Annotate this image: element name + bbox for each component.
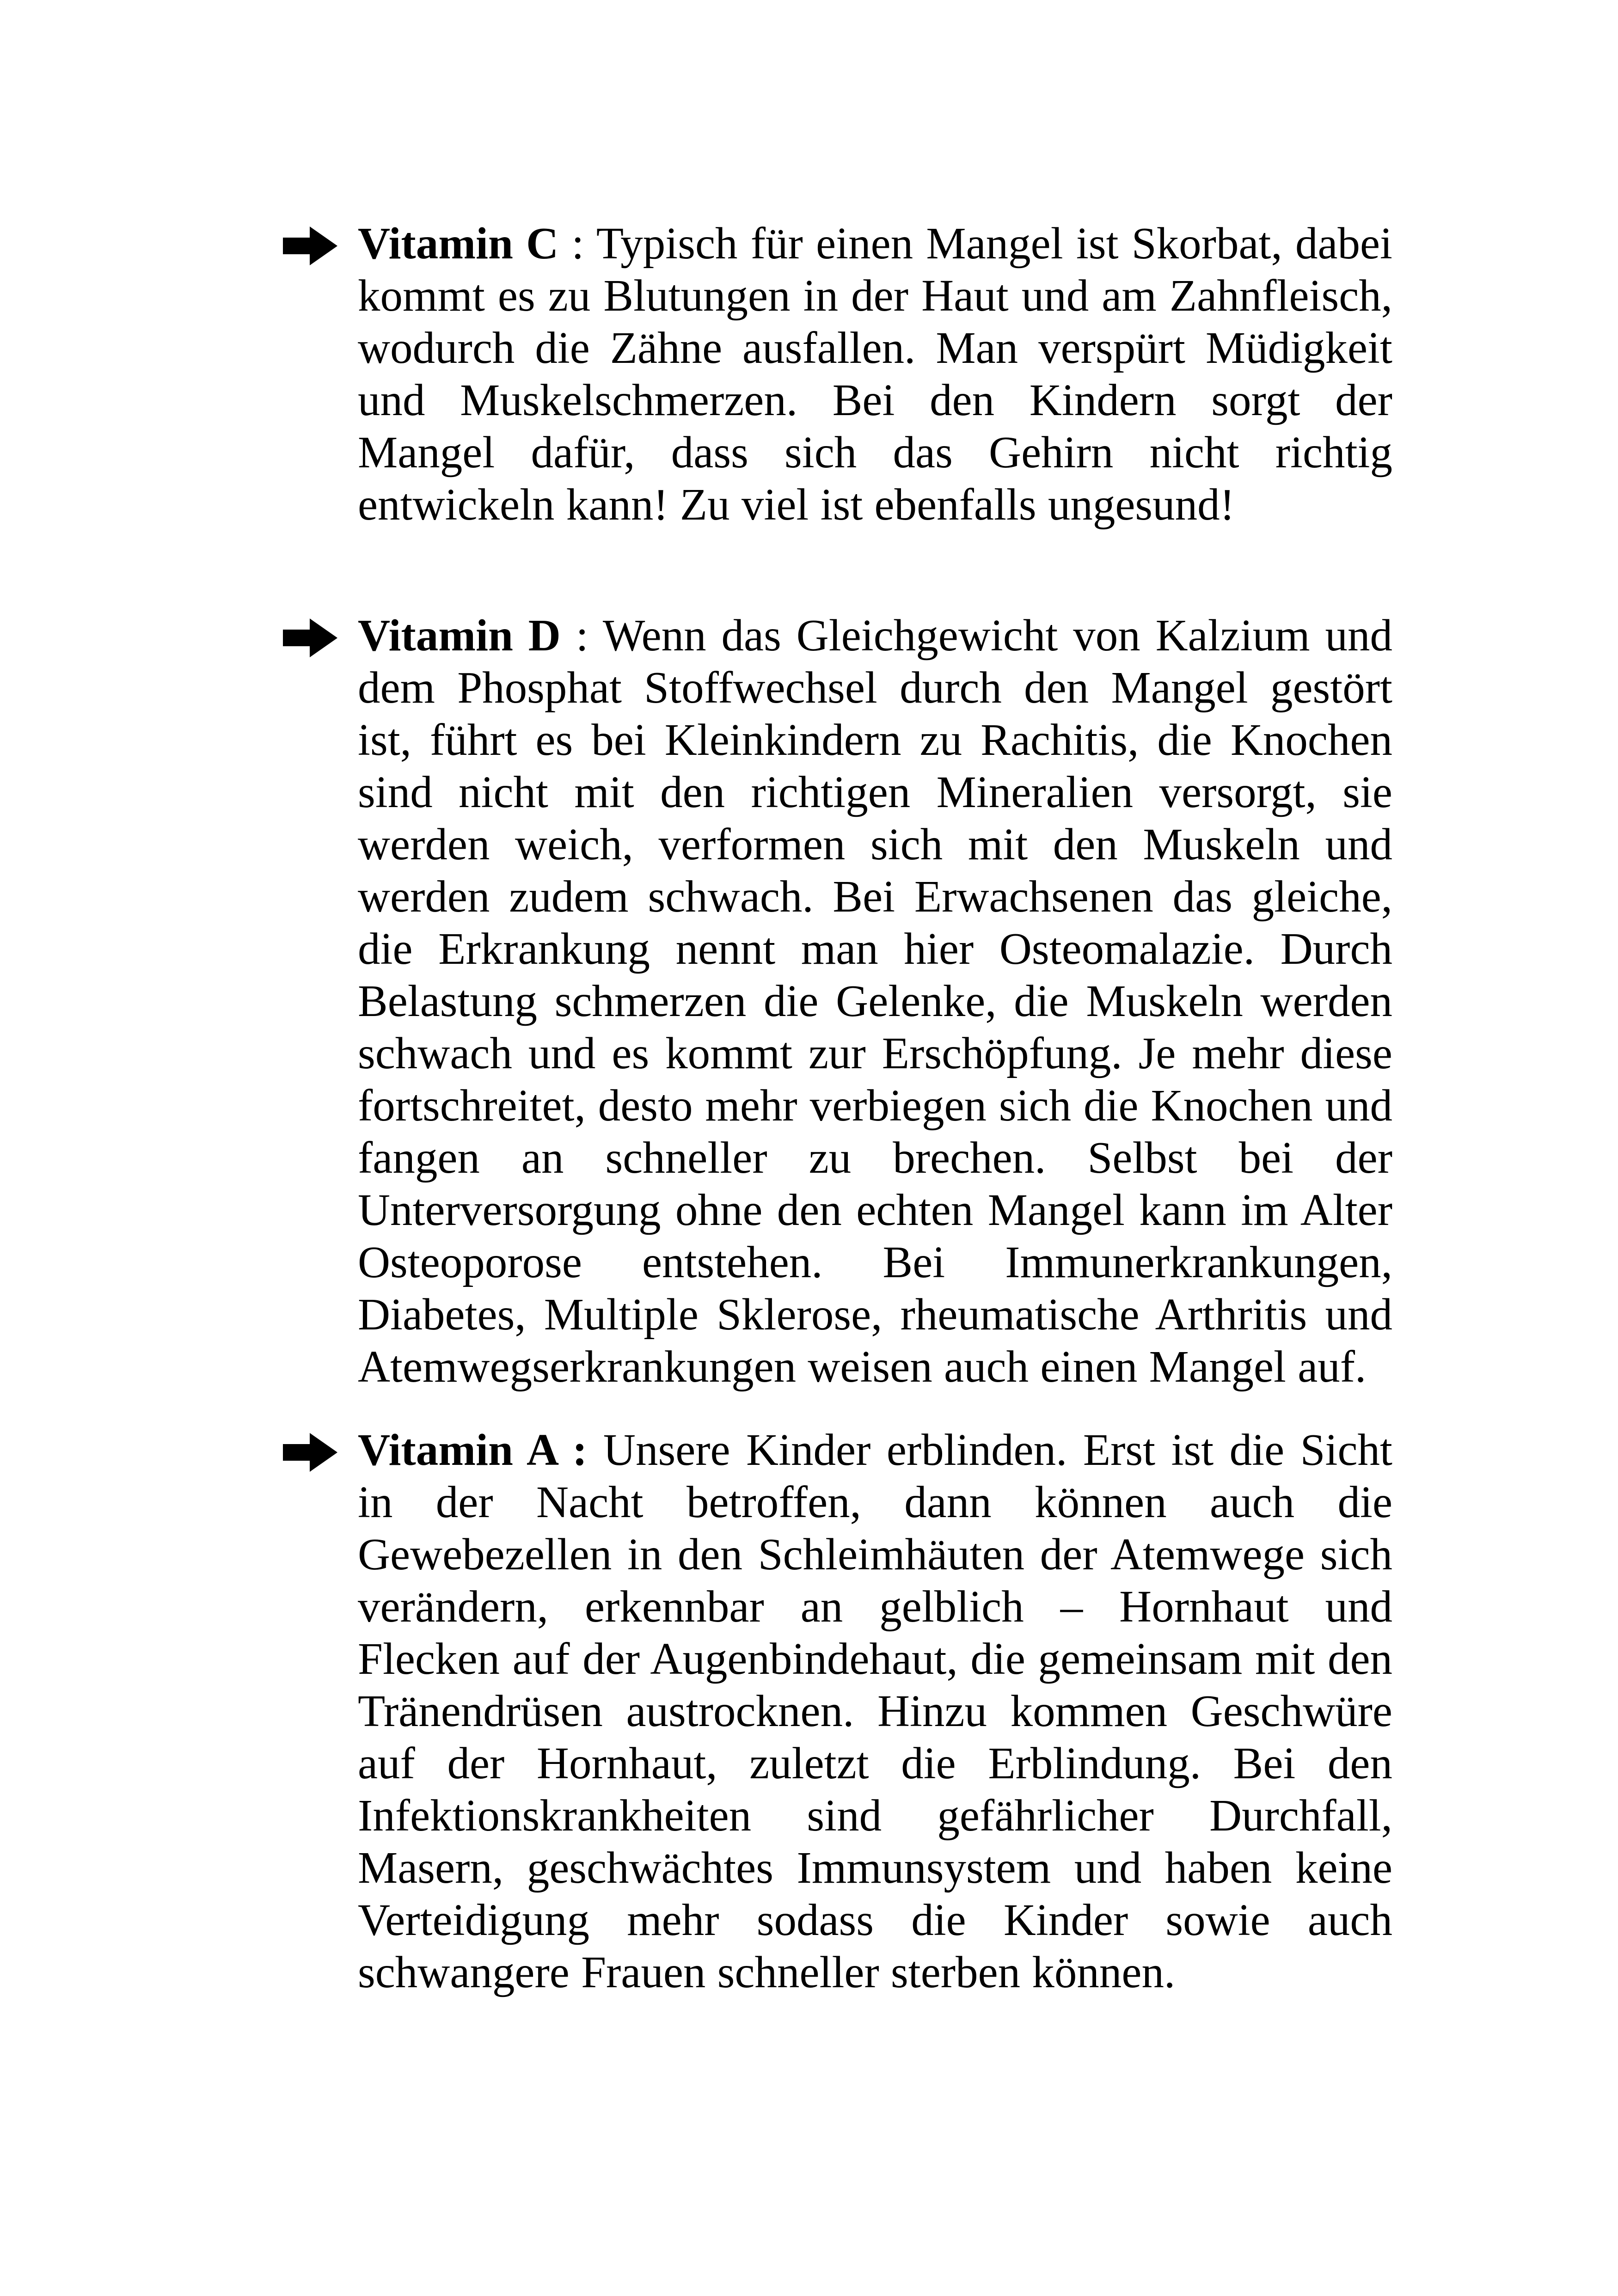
arrow-right-icon bbox=[283, 618, 337, 657]
vitamin-a-label: Vitamin A : bbox=[358, 1425, 588, 1475]
vitamin-d-text: Wenn das Gleichgewicht von Kalzium und dem Phosphat Stoffwechsel durch den Mangel gestört ist, führt es bei Kleinkindern zu Rachitis, die Knochen sind nicht mit den richtigen Mineralien versorgt, sie werden weich, verformen sich mit den Muskeln und werden zudem schwach. Bei Erwachsenen das gleiche, die Erkrankung nennt man hier Osteomalazie. Durch Belastung schmerzen die Gelenke, die Muskeln werden schwach und es kommt zur Erschöpfung. Je mehr diese fortschreitet, desto mehr verbiegen sich die Knochen und fangen an schneller zu brechen. Selbst bei der Unterversorgung ohne den echten Mangel kann im Alter Osteoporose entstehen. Bei Immunerkrankungen, Diabetes, Multiple Sklerose, rheumatische Arthritis und Atemwegserkrankungen weisen auch einen Mangel auf. bbox=[358, 611, 1392, 1391]
vitamin-d-entry bbox=[283, 609, 1392, 1393]
arrow-right-icon bbox=[283, 227, 337, 265]
arrow-right-icon bbox=[283, 1433, 337, 1472]
vitamin-c-separator: : bbox=[558, 219, 596, 268]
vitamin-a-separator bbox=[587, 1425, 603, 1475]
vitamin-c-paragraph bbox=[358, 217, 1392, 531]
vitamin-a-paragraph bbox=[358, 1424, 1392, 1998]
vitamin-a-entry bbox=[283, 1424, 1392, 1998]
vitamin-c-label: Vitamin C bbox=[358, 219, 559, 268]
vitamin-d-separator: : bbox=[560, 611, 603, 660]
vitamin-a-text: Unsere Kinder erblinden. Erst ist die Sicht in der Nacht betroffen, dann können auch die Gewebezellen in den Schleimhäuten der Atemwege sich verändern, erkennbar an gelblich – Hornhaut und Flecken auf der Augenbindehaut, die gemeinsam mit den Tränendrüsen austrocknen. Hinzu kommen Geschwüre auf der Hornhaut, zuletzt die Erblindung. Bei den Infektionskrankheiten sind gefährlicher Durchfall, Masern, geschwächtes Immunsystem und haben keine Verteidigung mehr sodass die Kinder sowie auch schwangere Frauen schneller sterben können. bbox=[358, 1425, 1393, 1997]
vitamin-d-paragraph bbox=[358, 609, 1392, 1393]
vitamin-c-entry bbox=[283, 217, 1392, 531]
vitamin-d-label: Vitamin D bbox=[358, 611, 561, 660]
vitamin-c-text: Typisch für einen Mangel ist Skorbat, dabei kommt es zu Blutungen in der Haut und am Zahnfleisch, wodurch die Zähne ausfallen. Man verspürt Müdigkeit und Muskelschmerzen. Bei den Kindern sorgt der Mangel dafür, dass sich das Gehirn nicht richtig entwickeln kann! Zu viel ist ebenfalls ungesund! bbox=[358, 219, 1393, 529]
